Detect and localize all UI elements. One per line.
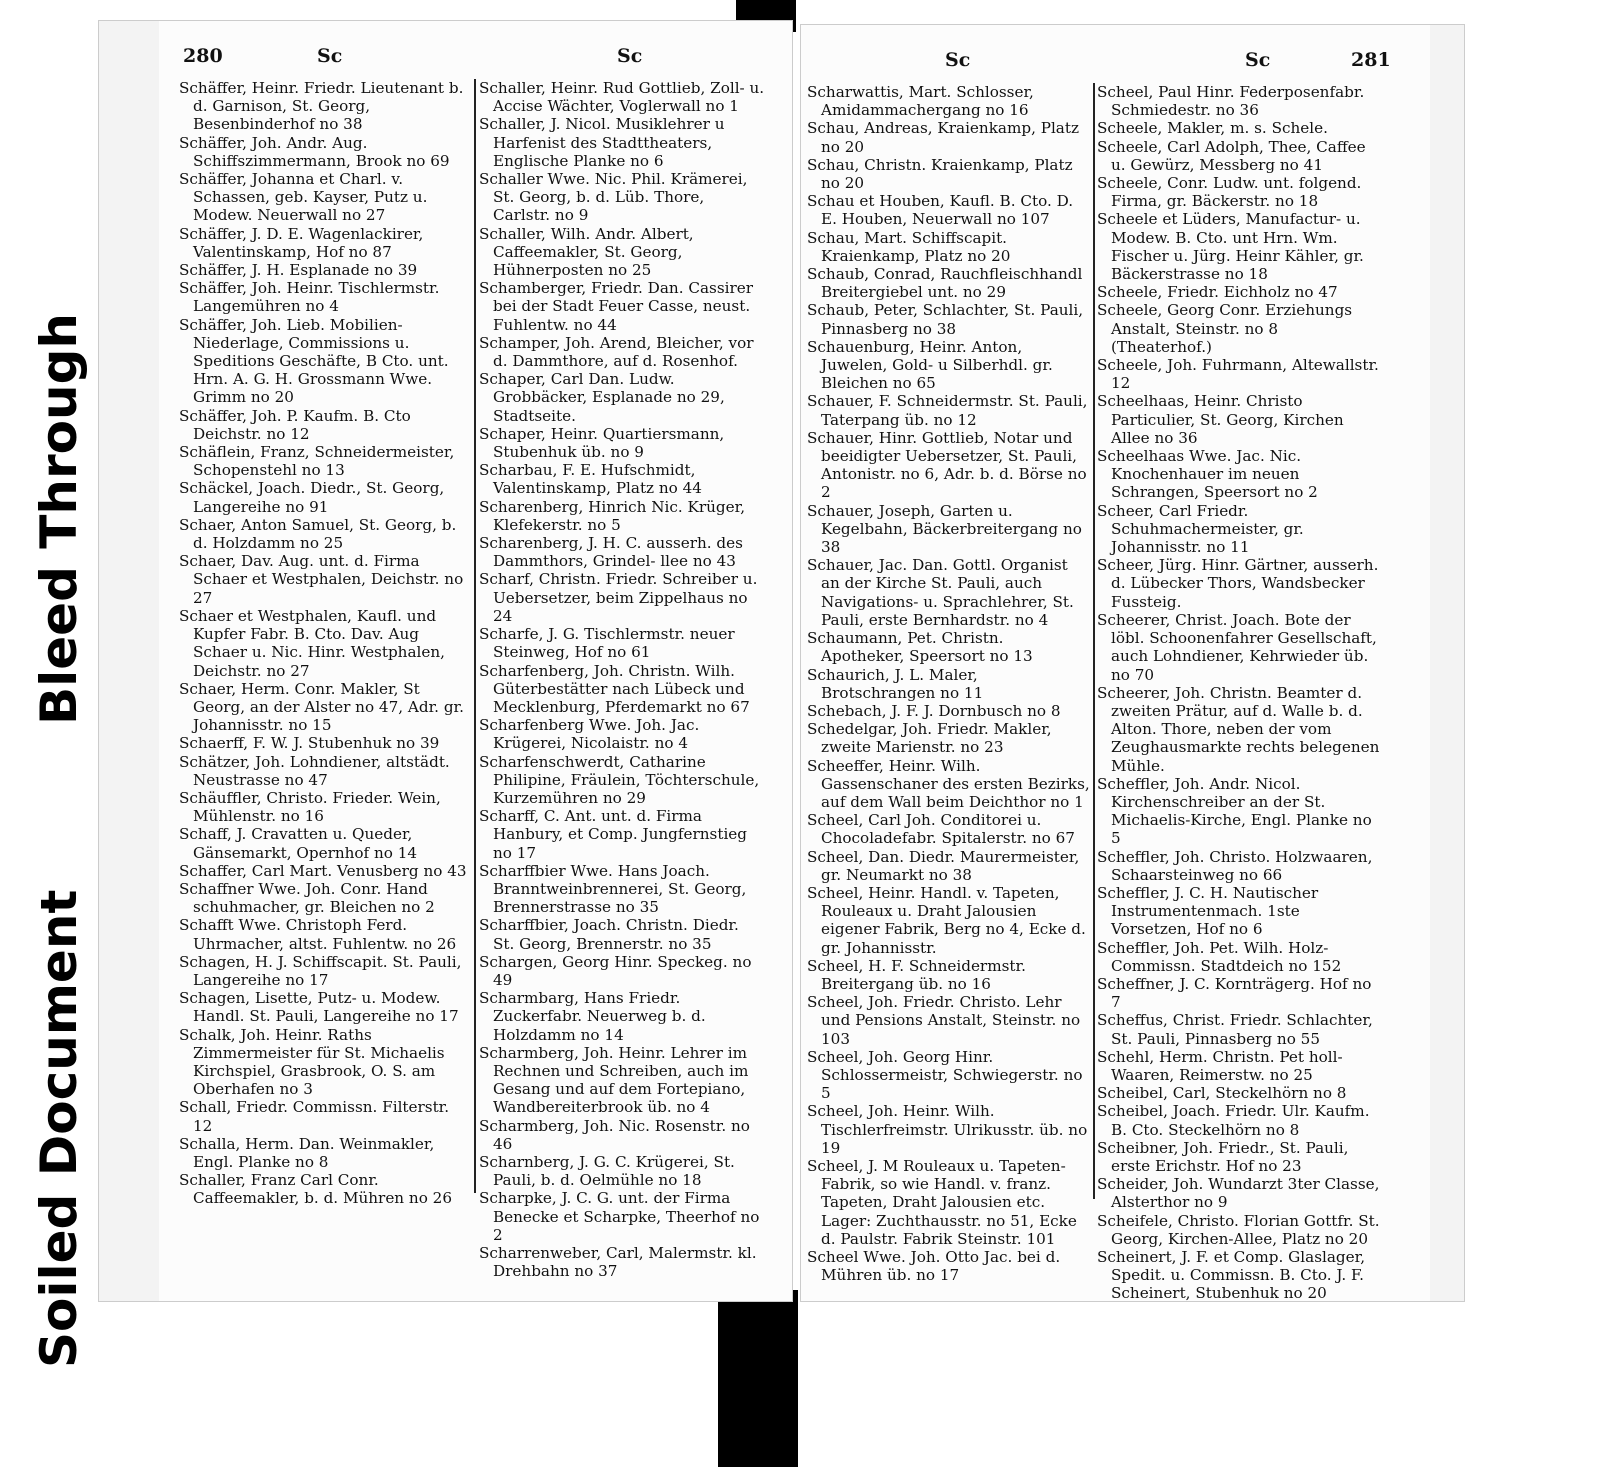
directory-entry: Schäckel, Joach. Diedr., St. Georg, Langereihe no 91 — [179, 479, 445, 516]
directory-entry: Scheerer, Joh. Christn. Beamter d. zweiten Prätur, auf d. Walle b. d. Alton. Thore, neben der vom Zeughausmarkte rechts belegenen Mühle. — [1097, 683, 1380, 775]
directory-entry: Scheibner, Joh. Friedr., St. Pauli, erste Erichstr. Hof no 23 — [1097, 1138, 1349, 1175]
directory-entry: Schaffner Wwe. Joh. Conr. Hand schuhmacher, gr. Bleichen no 2 — [179, 879, 435, 917]
directory-entry: Schaer, Herm. Conr. Makler, St Georg, an der Alster no 47, Adr. gr. Johannisstr. no 15 — [179, 679, 464, 735]
directory-entry: Scheele, Friedr. Eichholz no 47 — [1097, 283, 1338, 302]
left-column-1 — [179, 79, 469, 1219]
directory-entry: Scheer, Carl Friedr. Schuhmachermeister, gr. Johannisstr. no 11 — [1097, 501, 1304, 557]
running-head-right-1: Sc — [945, 49, 971, 71]
directory-entry: Scharf, Christn. Friedr. Schreiber u. Uebersetzer, beim Zippelhaus no 24 — [479, 570, 758, 625]
directory-entry: Schamper, Joh. Arend, Bleicher, vor d. Dammthore, auf d. Rosenhof. — [479, 333, 754, 371]
directory-entry: Scheel, Joh. Georg Hinr. Schlossermeistr, Schwiegerstr. no 5 — [807, 1047, 1083, 1103]
directory-entry: Scharff, C. Ant. unt. d. Firma Hanbury, et Comp. Jungfernstieg no 17 — [479, 807, 748, 862]
directory-entry: Schaer et Westphalen, Kaufl. und Kupfer Fabr. B. Cto. Dav. Aug Schaer u. Nic. Hinr. Westphalen, Deichstr. no 27 — [179, 606, 445, 680]
directory-entry: Scheel, Joh. Heinr. Wilh. Tischlerfreimstr. Ulrikusstr. üb. no 19 — [807, 1102, 1088, 1157]
right-column-1 — [807, 83, 1091, 1285]
directory-entry: Schebach, J. F. J. Dornbusch no 8 — [807, 701, 1061, 720]
directory-entry: Scheffler, J. C. H. Nautischer Instrumentenmach. 1ste Vorsetzen, Hof no 6 — [1097, 883, 1319, 939]
directory-entry: Schargen, Georg Hinr. Speckeg. no 49 — [479, 952, 752, 989]
directory-entry: Schalk, Joh. Heinr. Raths Zimmermeister für St. Michaelis Kirchspiel, Grasbrook, O. S. am Oberhafen no 3 — [179, 1025, 445, 1099]
directory-entry: Schäffer, J. D. E. Wagenlackirer, Valentinskamp, Hof no 87 — [179, 224, 424, 261]
directory-entry: Scheinert, J. F. et Comp. Glaslager, Spedit. u. Commissn. B. Cto. J. F. Scheinert, Stubenhuk no 20 — [1097, 1248, 1366, 1303]
right-column-divider — [1093, 83, 1095, 1199]
directory-entry: Schau, Mart. Schiffscapit. Kraienkamp, Platz no 20 — [807, 228, 1011, 265]
directory-entry: Schaub, Peter, Schlachter, St. Pauli, Pinnasberg no 38 — [807, 301, 1084, 338]
directory-entry: Scharbau, F. E. Hufschmidt, Valentinskamp, Platz no 44 — [479, 461, 702, 498]
directory-entry: Scharmbarg, Hans Friedr. Zuckerfabr. Neuerweg b. d. Holzdamm no 14 — [479, 989, 706, 1044]
directory-entry: Scheele, Joh. Fuhrmann, Altewallstr. 12 — [1097, 356, 1379, 393]
running-head-left-1: Sc — [317, 45, 343, 67]
directory-entry: Scheffler, Joh. Andr. Nicol. Kirchenschreiber an der St. Michaelis-Kirche, Engl. Planke no 5 — [1097, 774, 1372, 848]
directory-entry: Scharfenberg, Joh. Christn. Wilh. Güterbestätter nach Lübeck und Mecklenburg, Pferdemarkt no 67 — [479, 661, 750, 716]
left-column-divider — [474, 79, 476, 1193]
directory-entry: Schalla, Herm. Dan. Weinmakler, Engl. Planke no 8 — [179, 1134, 435, 1171]
directory-entry: Schau et Houben, Kaufl. B. Cto. D. E. Houben, Neuerwall no 107 — [807, 192, 1074, 229]
directory-entry: Scharrenweber, Carl, Malermstr. kl. Drehbahn no 37 — [479, 1244, 757, 1281]
directory-entry: Schäffer, J. H. Esplanade no 39 — [179, 261, 418, 280]
directory-entry: Scheider, Joh. Wundarzt 3ter Classe, Alsterthor no 9 — [1097, 1175, 1380, 1212]
directory-entry: Schehl, Herm. Christn. Pet holl-Waaren, Reimerstw. no 25 — [1097, 1047, 1343, 1084]
left-page — [98, 20, 793, 1302]
directory-entry: Scharenberg, Hinrich Nic. Krüger, Klefekerstr. no 5 — [479, 497, 746, 534]
directory-entry: Schaffer, Carl Mart. Venusberg no 43 — [179, 861, 467, 880]
directory-entry: Scheel, J. M Rouleaux u. Tapeten-Fabrik, so wie Handl. v. franz. Tapeten, Draht Jalousien etc. Lager: Zuchthausstr. no 51, Ecke d. Paulstr. Fabrik Steinstr. 101 — [807, 1156, 1077, 1248]
directory-entry: Schäffer, Joh. Heinr. Tischlermstr. Langemühren no 4 — [179, 279, 440, 316]
directory-entry: Schäffer, Heinr. Friedr. Lieutenant b. d. Garnison, St. Georg, Besenbinderhof no 38 — [179, 79, 464, 134]
directory-entry: Schauer, Hinr. Gottlieb, Notar und beeidigter Uebersetzer, St. Pauli, Antonistr. no 6, Adr. b. d. Börse no 2 — [807, 428, 1087, 502]
directory-entry: Scharmberg, Joh. Heinr. Lehrer im Rechnen und Schreiben, auch im Gesang und auf dem Fortepiano, Wandbereiterbrook üb. no 4 — [479, 1043, 749, 1117]
directory-entry: Scheel, Carl Joh. Conditorei u. Chocoladefabr. Spitalerstr. no 67 — [807, 811, 1075, 848]
directory-entry: Scharmberg, Joh. Nic. Rosenstr. no 46 — [479, 1116, 750, 1153]
directory-entry: Scheifele, Christo. Florian Gottfr. St. Georg, Kirchen-Allee, Platz no 20 — [1097, 1211, 1380, 1248]
spine-gap-bottom — [718, 1290, 798, 1467]
directory-entry: Scheffler, Joh. Pet. Wilh. Holz-Commissn. Stadtdeich no 152 — [1097, 938, 1342, 975]
directory-entry: Schamberger, Friedr. Dan. Cassirer bei der Stadt Feuer Casse, neust. Fuhlentw. no 44 — [479, 279, 753, 334]
directory-entry: Scheel, Paul Hinr. Federposenfabr. Schmiedestr. no 36 — [1097, 83, 1365, 120]
left-column-2 — [479, 79, 765, 1281]
directory-entry: Schäffer, Joh. Lieb. Mobilien-Niederlage, Commissions u. Speditions Geschäfte, B Cto. unt. Hrn. A. G. H. Grossmann Wwe. Grimm no 20 — [179, 315, 449, 407]
directory-entry: Schaer, Anton Samuel, St. Georg, b. d. Holzdamm no 25 — [179, 515, 457, 553]
directory-entry: Schauer, Jac. Dan. Gottl. Organist an der Kirche St. Pauli, auch Navigations- u. Sprachlehrer, St. Pauli, erste Bernhardstr. no 4 — [807, 556, 1074, 629]
page-number-left: 280 — [183, 45, 223, 67]
directory-entry: Schaub, Conrad, Rauchfleischhandl Breitergiebel unt. no 29 — [807, 265, 1083, 302]
directory-entry: Schall, Friedr. Commissn. Filterstr. 12 — [179, 1098, 450, 1135]
directory-entry: Schäffer, Johanna et Charl. v. Schassen, geb. Kayser, Putz u. Modew. Neuerwall no 27 — [179, 170, 428, 225]
directory-entry: Scheffler, Joh. Christo. Holzwaaren, Schaarsteinweg no 66 — [1097, 847, 1373, 884]
directory-entry: Schaff, J. Cravatten u. Queder, Gänsemarkt, Opernhof no 14 — [179, 825, 418, 862]
stamp-soiled-document: Soiled Document — [30, 889, 88, 1368]
directory-entry: Schaerff, F. W. J. Stubenhuk no 39 — [179, 734, 440, 753]
directory-entry: Schauer, F. Schneidermstr. St. Pauli, Taterpang üb. no 12 — [807, 392, 1088, 429]
directory-entry: Scharffbier, Joach. Christn. Diedr. St. Georg, Brennerstr. no 35 — [479, 916, 739, 953]
directory-entry: Schaumann, Pet. Christn. Apotheker, Speersort no 13 — [807, 629, 1033, 666]
right-column-2 — [1097, 83, 1383, 1303]
directory-entry: Scheeffer, Heinr. Wilh. Gassenschaner des ersten Bezirks, auf dem Wall beim Deichthor no 1 — [807, 756, 1090, 811]
directory-entry: Schau, Christn. Kraienkamp, Platz no 20 — [807, 155, 1073, 193]
directory-entry: Scharfe, J. G. Tischlermstr. neuer Steinweg, Hof no 61 — [479, 625, 735, 662]
directory-entry: Scheel, Joh. Friedr. Christo. Lehr und Pensions Anstalt, Steinstr. no 103 — [807, 993, 1081, 1048]
directory-entry: Scharffbier Wwe. Hans Joach. Branntweinbrennerei, St. Georg, Brennerstrasse no 35 — [479, 861, 747, 917]
directory-entry: Schaller, Wilh. Andr. Albert, Caffeemakler, St. Georg, Hühnerposten no 25 — [479, 224, 694, 280]
directory-entry: Scheelhaas, Heinr. Christo Particulier, St. Georg, Kirchen Allee no 36 — [1097, 392, 1344, 447]
directory-entry: Schafft Wwe. Christoph Ferd. Uhrmacher, altst. Fuhlentw. no 26 — [179, 916, 457, 953]
directory-entry: Schätzer, Joh. Lohndiener, altstädt. Neustrasse no 47 — [179, 752, 450, 789]
directory-entry: Schauenburg, Heinr. Anton, Juwelen, Gold- u Silberhdl. gr. Bleichen no 65 — [807, 337, 1053, 393]
directory-entry: Schaller, Heinr. Rud Gottlieb, Zoll- u. Accise Wächter, Voglerwall no 1 — [479, 79, 765, 116]
running-head-left-2: Sc — [617, 45, 643, 67]
right-page — [800, 24, 1465, 1302]
directory-entry: Scheer, Jürg. Hinr. Gärtner, ausserh. d. Lübecker Thors, Wandsbecker Fussteig. — [1097, 556, 1379, 611]
directory-entry: Scheibel, Joach. Friedr. Ulr. Kaufm. B. Cto. Steckelhörn no 8 — [1097, 1102, 1370, 1139]
directory-entry: Schaller Wwe. Nic. Phil. Krämerei, St. Georg, b. d. Lüb. Thore, Carlstr. no 9 — [479, 170, 748, 225]
directory-entry: Schaurich, J. L. Maler, Brotschrangen no 11 — [807, 665, 984, 702]
directory-entry: Schagen, Lisette, Putz- u. Modew. Handl. St. Pauli, Langereihe no 17 — [179, 989, 459, 1026]
directory-entry: Scheibel, Carl, Steckelhörn no 8 — [1097, 1084, 1347, 1103]
directory-entry: Schaller, Franz Carl Conr. Caffeemakler, b. d. Mühren no 26 — [179, 1171, 452, 1208]
directory-entry: Scheffus, Christ. Friedr. Schlachter, St. Pauli, Pinnasberg no 55 — [1097, 1011, 1373, 1048]
directory-entry: Scheel, Heinr. Handl. v. Tapeten, Rouleaux u. Draht Jalousien eigener Fabrik, Berg no 4, Ecke d. gr. Johannisstr. — [807, 883, 1086, 957]
running-head-right-2: Sc — [1245, 49, 1271, 71]
page-number-right: 281 — [1351, 49, 1391, 71]
directory-entry: Scharfenberg Wwe. Joh. Jac. Krügerei, Nicolaistr. no 4 — [479, 716, 700, 753]
directory-entry: Scheel, Dan. Diedr. Maurermeister, gr. Neumarkt no 38 — [807, 847, 1080, 884]
directory-entry: Schauer, Joseph, Garten u. Kegelbahn, Bäckerbreitergang no 38 — [807, 501, 1082, 557]
directory-entry: Scheele, Georg Conr. Erziehungs Anstalt, Steinstr. no 8 (Theaterhof.) — [1097, 301, 1353, 356]
directory-entry: Schaper, Heinr. Quartiersmann, Stubenhuk üb. no 9 — [479, 424, 725, 462]
directory-entry: Scheelhaas Wwe. Jac. Nic. Knochenhauer im neuen Schrangen, Speersort no 2 — [1097, 447, 1318, 502]
stamp-bleed-through: Bleed Through — [30, 313, 88, 725]
directory-entry: Scheerer, Christ. Joach. Bote der löbl. Schoonenfahrer Gesellschaft, auch Lohndiener, Kehrwieder üb. no 70 — [1097, 610, 1377, 684]
directory-entry: Scheele, Carl Adolph, Thee, Caffee u. Gewürz, Messberg no 41 — [1097, 137, 1366, 174]
directory-entry: Schäflein, Franz, Schneidermeister, Schopenstehl no 13 — [179, 443, 455, 480]
directory-entry: Schaper, Carl Dan. Ludw. Grobbäcker, Esplanade no 29, Stadtseite. — [479, 370, 725, 425]
directory-entry: Scheele, Makler, m. s. Schele. — [1097, 119, 1328, 138]
directory-entry: Schäffer, Joh. Andr. Aug. Schiffszimmermann, Brook no 69 — [179, 133, 450, 170]
directory-entry: Scheel Wwe. Joh. Otto Jac. bei d. Mühren üb. no 17 — [807, 1248, 1061, 1285]
directory-entry: Schaer, Dav. Aug. unt. d. Firma Schaer et Westphalen, Deichstr. no 27 — [179, 552, 464, 607]
directory-entry: Scharnberg, J. G. C. Krügerei, St. Pauli, b. d. Oelmühle no 18 — [479, 1152, 735, 1190]
directory-entry: Schagen, H. J. Schiffscapit. St. Pauli, Langereihe no 17 — [179, 952, 462, 989]
directory-entry: Schedelgar, Joh. Friedr. Makler, zweite Marienstr. no 23 — [807, 720, 1052, 757]
directory-entry: Scheffner, J. C. Kornträgerg. Hof no 7 — [1097, 974, 1372, 1012]
directory-entry: Scheel, H. F. Schneidermstr. Breitergang üb. no 16 — [807, 956, 1026, 993]
directory-entry: Scharfenschwerdt, Catharine Philipine, Fräulein, Töchterschule, Kurzemühren no 29 — [479, 752, 760, 807]
directory-entry: Scharpke, J. C. G. unt. der Firma Benecke et Scharpke, Theerhof no 2 — [479, 1189, 760, 1244]
directory-entry: Scharwattis, Mart. Schlosser, Amidammachergang no 16 — [807, 83, 1034, 120]
directory-entry: Scheele, Conr. Ludw. unt. folgend. Firma, gr. Bäckerstr. no 18 — [1097, 174, 1362, 211]
directory-entry: Schaller, J. Nicol. Musiklehrer u Harfenist des Stadttheaters, Englische Planke no 6 — [479, 115, 725, 170]
directory-entry: Scheele et Lüders, Manufactur- u. Modew. B. Cto. unt Hrn. Wm. Fischer u. Jürg. Heinr Kähler, gr. Bäckerstrasse no 18 — [1097, 210, 1364, 284]
directory-entry: Scharenberg, J. H. C. ausserh. des Dammthors, Grindel- llee no 43 — [479, 534, 743, 571]
directory-entry: Schau, Andreas, Kraienkamp, Platz no 20 — [807, 119, 1079, 156]
condition-stamps — [0, 140, 104, 1368]
directory-entry: Schäuffler, Christo. Frieder. Wein, Mühlenstr. no 16 — [179, 788, 441, 826]
directory-entry: Schäffer, Joh. P. Kaufm. B. Cto Deichstr. no 12 — [179, 406, 411, 443]
